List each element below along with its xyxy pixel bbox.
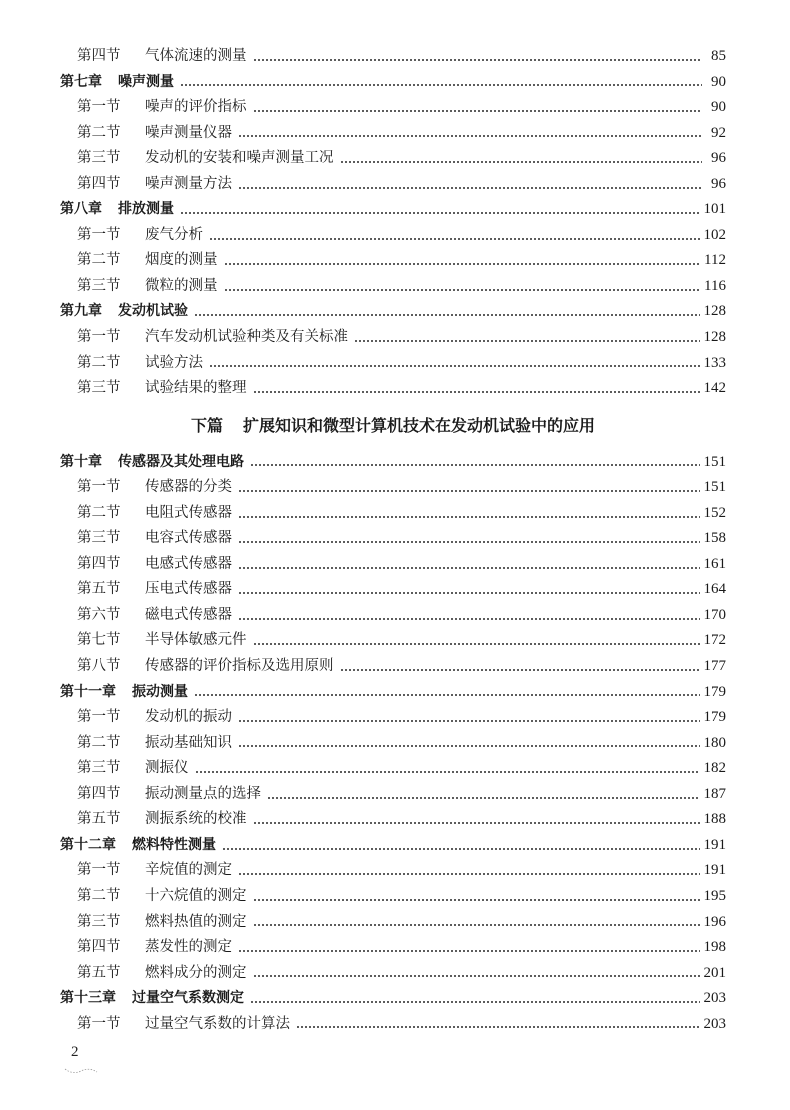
- toc-chapter-title: 传感器及其处理电路: [118, 453, 244, 470]
- toc-section-number: 第二节: [77, 504, 121, 521]
- dot-leader: [253, 391, 700, 393]
- toc-page-number: 161: [703, 555, 726, 572]
- toc-section-row[interactable]: [60, 552, 726, 578]
- toc-section-row[interactable]: [60, 654, 726, 680]
- toc-section-row[interactable]: [60, 248, 726, 274]
- toc-section-title: 振动基础知识: [145, 734, 232, 751]
- dot-leader: [222, 848, 700, 850]
- toc-chapter-row[interactable]: [60, 680, 726, 706]
- toc-page-number: 179: [703, 709, 726, 726]
- toc-section-number: 第三节: [77, 760, 121, 777]
- toc-section-row[interactable]: [60, 705, 726, 731]
- dot-leader: [194, 694, 700, 696]
- toc-section-number: 第二节: [77, 887, 121, 904]
- dot-leader: [340, 669, 700, 671]
- toc-section-number: 第四节: [77, 48, 121, 64]
- toc-section-title: 发动机的振动: [145, 709, 232, 726]
- dot-leader: [253, 822, 700, 824]
- toc-section-title: 蒸发性的测定: [145, 939, 232, 956]
- toc-section-number: 第三节: [77, 380, 121, 397]
- dot-leader: [238, 187, 702, 189]
- toc-page-number: 90: [711, 99, 726, 116]
- toc-page-number: 133: [703, 354, 726, 371]
- toc-chapter-title: 燃料特性测量: [132, 836, 216, 853]
- toc-section-row[interactable]: [60, 961, 726, 987]
- toc-section-title: 试验结果的整理: [145, 380, 247, 397]
- toc-section-row[interactable]: [60, 223, 726, 249]
- toc-page-number: 203: [703, 1015, 726, 1032]
- toc-section-number: 第三节: [77, 150, 121, 167]
- toc-section-row[interactable]: [60, 577, 726, 603]
- toc-section-row[interactable]: [60, 1012, 726, 1038]
- dot-leader: [238, 873, 700, 875]
- toc-section-row[interactable]: [60, 910, 726, 936]
- toc-page-number: 128: [703, 303, 726, 320]
- toc-page-number: 187: [703, 785, 726, 802]
- dot-leader: [238, 516, 700, 518]
- toc-chapter-number: 第十三章: [60, 990, 116, 1007]
- dot-leader: [209, 365, 700, 367]
- toc-section-title: 磁电式传感器: [145, 606, 232, 623]
- dot-leader: [238, 618, 700, 620]
- dot-leader: [238, 567, 700, 569]
- dot-leader: [195, 771, 700, 773]
- toc-page-number: 92: [711, 124, 726, 141]
- toc-page-number: 152: [703, 504, 726, 521]
- dot-leader: [238, 592, 700, 594]
- toc-section-row[interactable]: [60, 172, 726, 198]
- toc-section-row[interactable]: [60, 807, 726, 833]
- toc-page-number: 151: [703, 479, 726, 496]
- toc-section-title: 振动测量点的选择: [145, 785, 261, 802]
- toc-page-number: 180: [703, 734, 726, 751]
- toc-section-row[interactable]: [60, 121, 726, 147]
- toc-page-number: 90: [711, 73, 726, 90]
- toc-page-number: 101: [703, 201, 726, 218]
- dot-leader: [238, 490, 700, 492]
- toc-section-row[interactable]: [60, 475, 726, 501]
- dot-leader: [267, 797, 700, 799]
- toc-page-number: 182: [703, 760, 726, 777]
- toc-section-title: 烟度的测量: [145, 252, 218, 269]
- toc-section-title: 十六烷值的测定: [145, 887, 247, 904]
- toc-page-number: 158: [703, 530, 726, 547]
- toc-page-number: 112: [704, 252, 726, 269]
- toc-section-row[interactable]: [60, 603, 726, 629]
- dot-leader: [296, 1026, 700, 1028]
- toc-section-number: 第二节: [77, 252, 121, 269]
- toc-section-number: 第一节: [77, 479, 121, 496]
- toc-page-number: 201: [703, 964, 726, 981]
- toc-chapter-number: 第八章: [60, 201, 102, 218]
- toc-section-number: 第一节: [77, 1015, 121, 1032]
- toc-section-number: 第八节: [77, 658, 121, 675]
- toc-page-number: 191: [703, 862, 726, 879]
- toc-chapter-title: 排放测量: [118, 201, 174, 218]
- toc-chapter-row[interactable]: [60, 197, 726, 223]
- dot-leader: [238, 541, 700, 543]
- toc-section-title: 燃料成分的测定: [145, 964, 247, 981]
- toc-section-title: 压电式传感器: [145, 581, 232, 598]
- toc-section-title: 过量空气系数的计算法: [145, 1015, 290, 1032]
- toc-page-number: 203: [703, 990, 726, 1007]
- toc-section-title: 传感器的分类: [145, 479, 232, 496]
- toc-section-title: 噪声测量仪器: [145, 124, 232, 141]
- dot-leader: [253, 110, 703, 112]
- dot-leader: [253, 59, 703, 61]
- dot-leader: [180, 212, 700, 214]
- table-of-contents: [60, 44, 726, 1037]
- dot-leader: [224, 263, 701, 265]
- toc-page-number: 102: [703, 226, 726, 243]
- toc-page-number: 151: [703, 453, 726, 470]
- toc-section-number: 第四节: [77, 939, 121, 956]
- toc-section-title: 电阻式传感器: [145, 504, 232, 521]
- dot-leader: [250, 464, 700, 466]
- toc-section-row[interactable]: [60, 782, 726, 808]
- toc-section-number: 第四节: [77, 785, 121, 802]
- toc-section-row[interactable]: [60, 376, 726, 402]
- toc-section-row[interactable]: [60, 935, 726, 961]
- toc-section-row[interactable]: [60, 146, 726, 172]
- toc-section-title: 电容式传感器: [145, 530, 232, 547]
- toc-section-row[interactable]: [60, 95, 726, 121]
- toc-page-number: 198: [703, 939, 726, 956]
- toc-section-title: 气体流速的测量: [145, 48, 247, 64]
- toc-chapter-title: 发动机试验: [118, 303, 188, 320]
- toc-section-number: 第五节: [77, 964, 121, 981]
- toc-chapter-title: 振动测量: [132, 683, 188, 700]
- toc-section-title: 传感器的评价指标及选用原则: [145, 658, 334, 675]
- toc-chapter-number: 第九章: [60, 303, 102, 320]
- toc-page-number: 191: [703, 836, 726, 853]
- dot-leader: [253, 643, 700, 645]
- toc-section-number: 第一节: [77, 99, 121, 116]
- toc-section-number: 第四节: [77, 555, 121, 572]
- toc-section-row[interactable]: [60, 628, 726, 654]
- toc-section-number: 第七节: [77, 632, 121, 649]
- toc-part-title: 扩展知识和微型计算机技术在发动机试验中的应用: [243, 415, 596, 435]
- toc-part-row[interactable]: [60, 402, 726, 450]
- toc-page-number: 188: [703, 811, 726, 828]
- toc-section-title: 废气分析: [145, 226, 203, 243]
- toc-section-number: 第二节: [77, 734, 121, 751]
- toc-section-title: 发动机的安装和噪声测量工况: [145, 150, 334, 167]
- toc-page-number: 195: [703, 887, 726, 904]
- toc-page-number: 172: [703, 632, 726, 649]
- dot-leader: [253, 899, 700, 901]
- toc-section-row[interactable]: [60, 44, 726, 70]
- toc-section-number: 第三节: [77, 277, 121, 294]
- toc-page-number: 96: [711, 150, 726, 167]
- toc-section-row[interactable]: [60, 884, 726, 910]
- dot-leader: [253, 975, 700, 977]
- toc-page-number: 85: [711, 48, 726, 64]
- toc-page-number: 142: [703, 380, 726, 397]
- dot-leader: [354, 340, 700, 342]
- toc-section-row[interactable]: [60, 526, 726, 552]
- toc-section-row[interactable]: [60, 501, 726, 527]
- toc-page-number: 116: [704, 277, 726, 294]
- toc-section-number: 第二节: [77, 124, 121, 141]
- toc-page-number: 170: [703, 606, 726, 623]
- toc-section-title: 汽车发动机试验种类及有关标准: [145, 329, 348, 346]
- dot-leader: [209, 238, 700, 240]
- toc-section-title: 辛烷值的测定: [145, 862, 232, 879]
- toc-chapter-number: 第七章: [60, 73, 102, 90]
- dot-leader: [180, 84, 702, 86]
- toc-section-title: 电感式传感器: [145, 555, 232, 572]
- toc-chapter-row[interactable]: [60, 986, 726, 1012]
- toc-section-number: 第六节: [77, 606, 121, 623]
- toc-section-number: 第一节: [77, 226, 121, 243]
- toc-section-number: 第三节: [77, 530, 121, 547]
- toc-section-row[interactable]: [60, 858, 726, 884]
- dot-leader: [224, 289, 701, 291]
- toc-section-title: 燃料热值的测定: [145, 913, 247, 930]
- toc-section-number: 第一节: [77, 329, 121, 346]
- page-number-ornament: [64, 1066, 98, 1076]
- toc-chapter-number: 第十二章: [60, 836, 116, 853]
- toc-section-number: 第三节: [77, 913, 121, 930]
- dot-leader: [238, 745, 700, 747]
- toc-page-number: 196: [703, 913, 726, 930]
- toc-section-number: 第一节: [77, 862, 121, 879]
- dot-leader: [194, 314, 700, 316]
- toc-page-number: 96: [711, 175, 726, 192]
- toc-section-row[interactable]: [60, 756, 726, 782]
- toc-section-row[interactable]: [60, 274, 726, 300]
- toc-section-title: 测振仪: [145, 760, 189, 777]
- toc-chapter-row[interactable]: [60, 833, 726, 859]
- toc-section-number: 第一节: [77, 709, 121, 726]
- toc-chapter-title: 噪声测量: [118, 73, 174, 90]
- toc-chapter-row[interactable]: [60, 70, 726, 96]
- toc-chapter-row[interactable]: [60, 299, 726, 325]
- toc-page-number: 177: [703, 658, 726, 675]
- toc-section-title: 试验方法: [145, 354, 203, 371]
- toc-section-title: 半导体敏感元件: [145, 632, 247, 649]
- dot-leader: [340, 161, 703, 163]
- toc-section-number: 第二节: [77, 354, 121, 371]
- toc-section-row[interactable]: [60, 325, 726, 351]
- toc-section-title: 噪声的评价指标: [145, 99, 247, 116]
- dot-leader: [253, 924, 700, 926]
- toc-section-number: 第五节: [77, 581, 121, 598]
- toc-section-row[interactable]: [60, 731, 726, 757]
- toc-page-number: 128: [703, 329, 726, 346]
- toc-chapter-number: 第十一章: [60, 683, 116, 700]
- toc-page-number: 179: [703, 683, 726, 700]
- toc-section-title: 噪声测量方法: [145, 175, 232, 192]
- toc-section-title: 测振系统的校准: [145, 811, 247, 828]
- dot-leader: [238, 720, 700, 722]
- toc-chapter-number: 第十章: [60, 453, 102, 470]
- dot-leader: [250, 1001, 700, 1003]
- dot-leader: [238, 950, 700, 952]
- toc-section-number: 第五节: [77, 811, 121, 828]
- toc-section-row[interactable]: [60, 351, 726, 377]
- toc-part-number: 下篇: [190, 415, 223, 435]
- toc-section-title: 微粒的测量: [145, 277, 218, 294]
- toc-chapter-row[interactable]: [60, 450, 726, 476]
- toc-section-number: 第四节: [77, 175, 121, 192]
- toc-page-number: 164: [703, 581, 726, 598]
- dot-leader: [238, 135, 702, 137]
- toc-chapter-title: 过量空气系数测定: [132, 990, 244, 1007]
- page-number: 2: [71, 1044, 79, 1060]
